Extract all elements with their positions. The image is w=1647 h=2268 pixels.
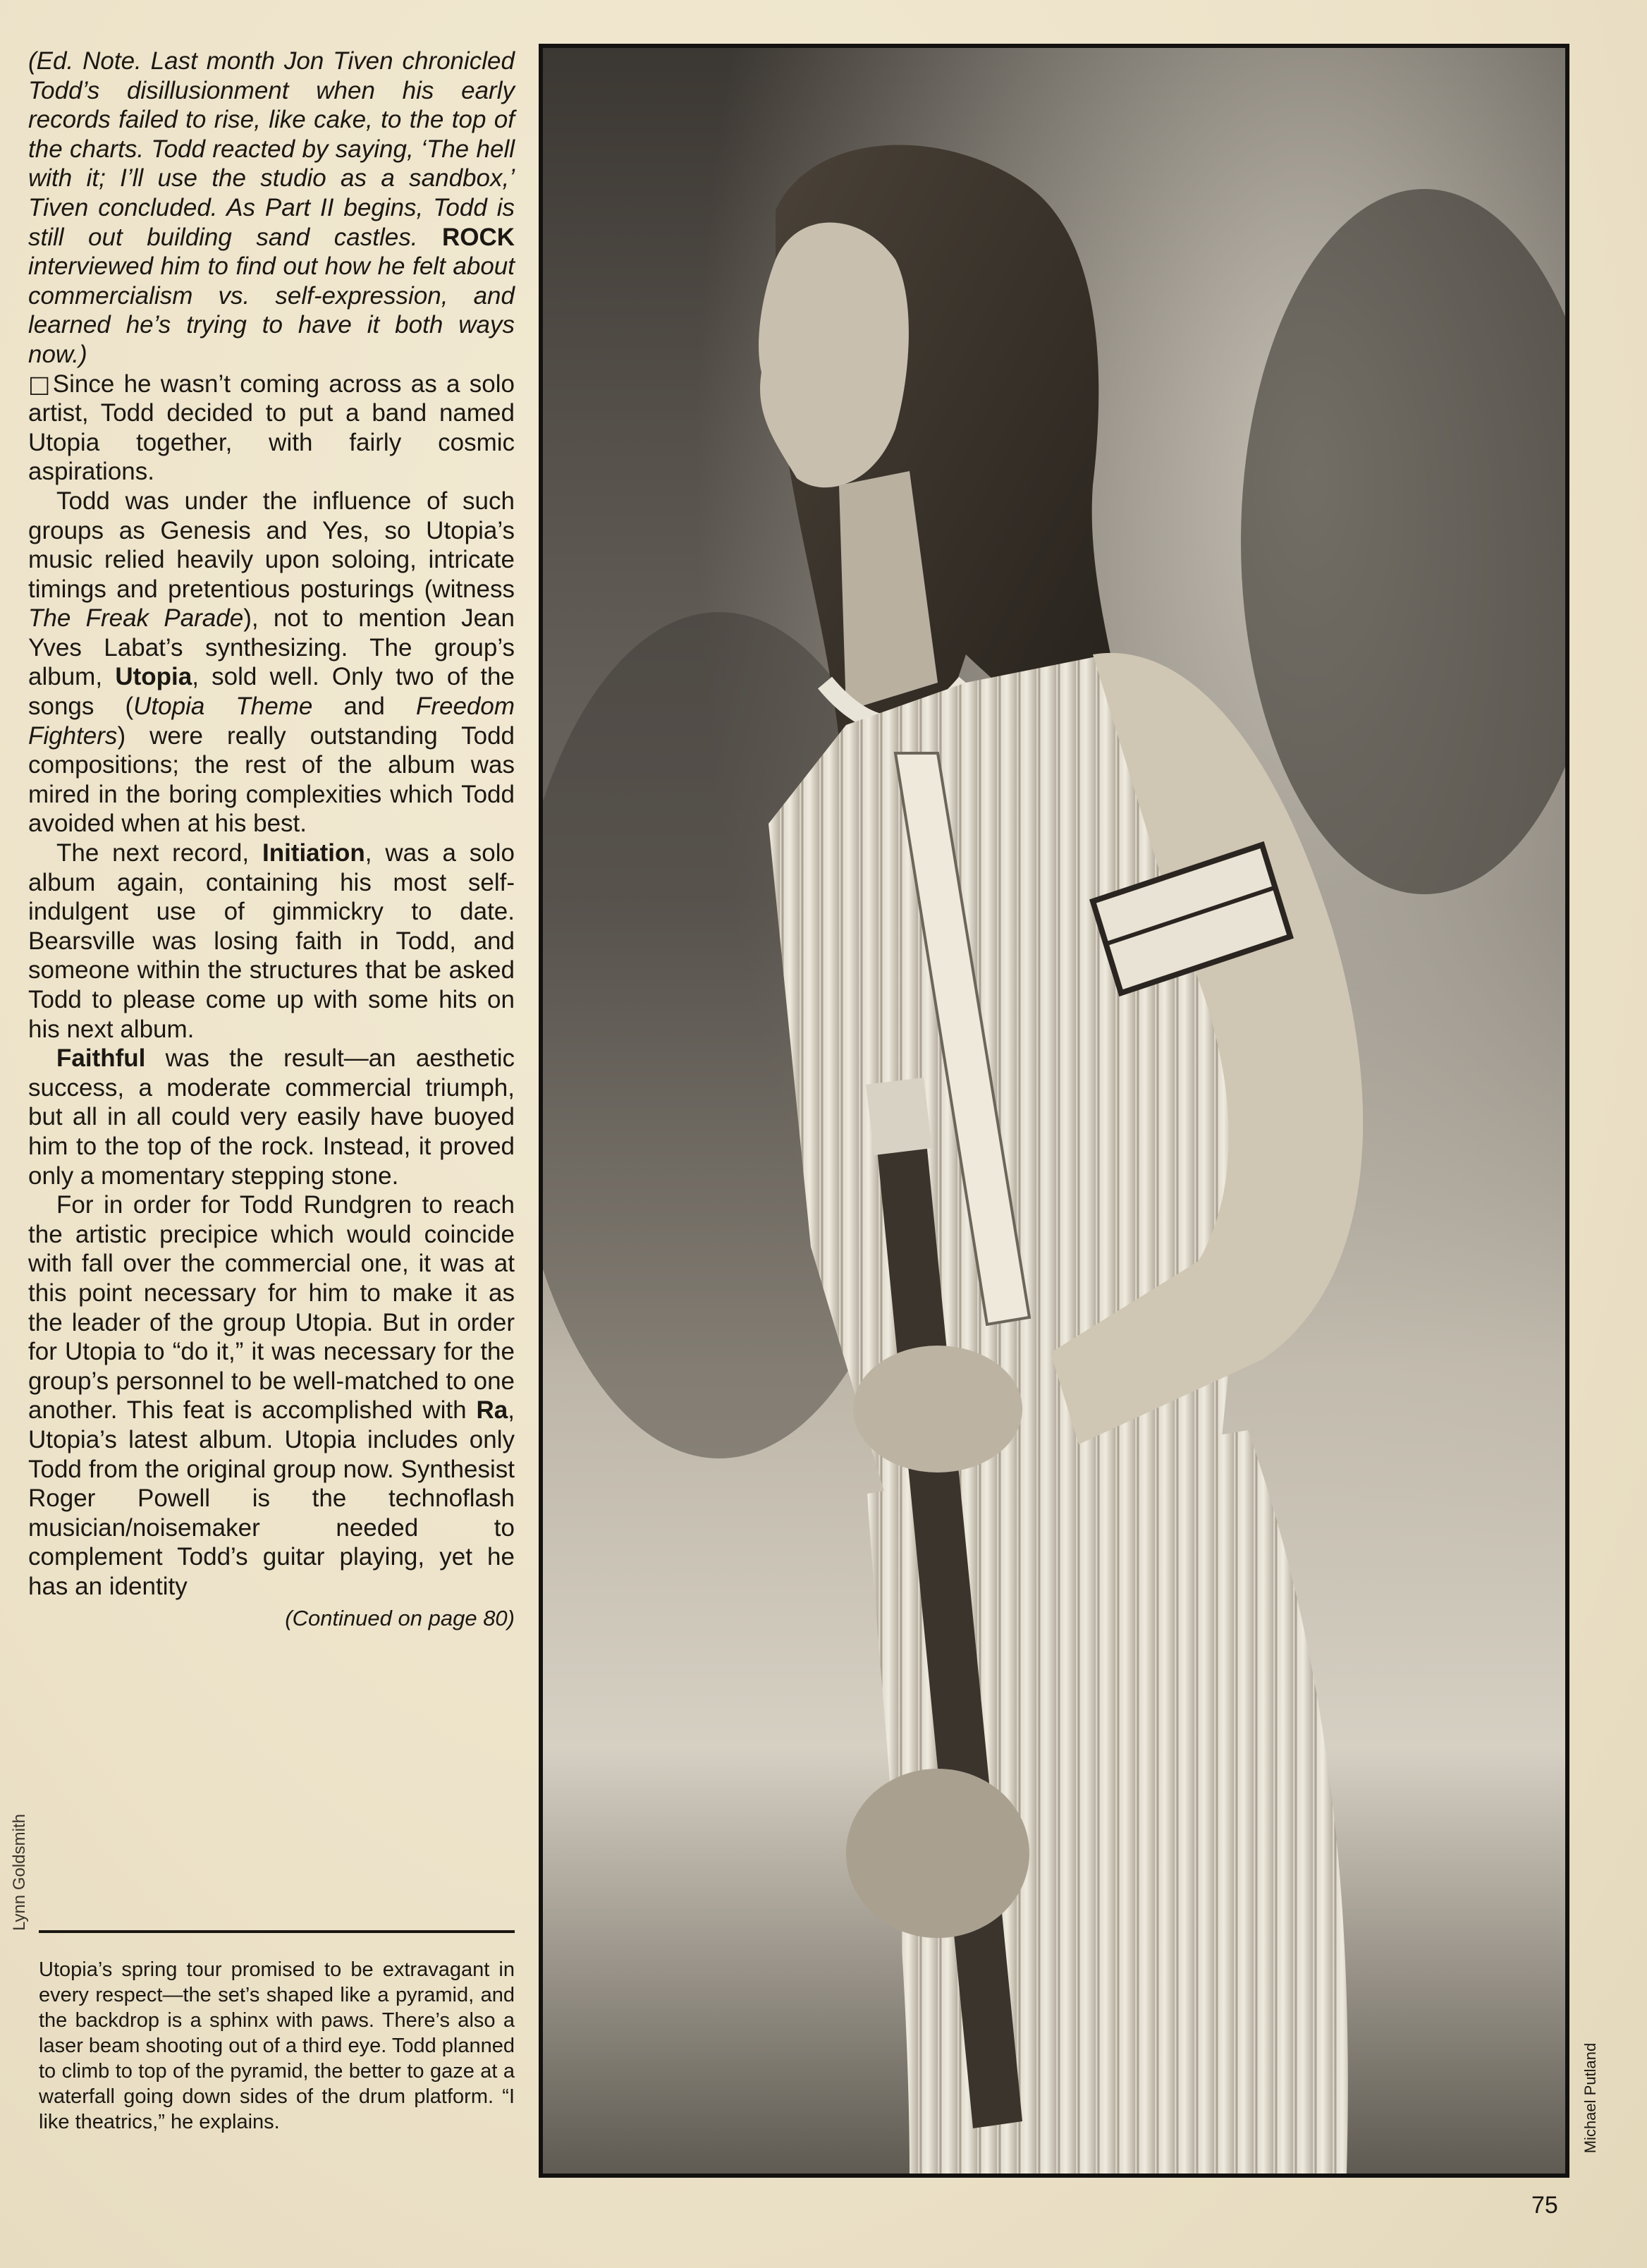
performer-illustration: [543, 48, 1565, 2174]
article-paragraph-2: [28, 487, 515, 839]
photo-credit-text: Michael Putland: [1581, 2042, 1599, 2154]
photo-caption: Utopia’s spring tour promised to be extravagant in every respect—the set’s shaped like a pyramid, and the backdrop is a sphinx with paws. There’s also a laser beam shooting out of a third eye. Todd planned to climb to top of the pyramid, the better to gaze at a waterfall going down sides of the drum platform. “I like theatrics,” he explains.: [39, 1958, 515, 2133]
album-title-faithful: Faithful: [56, 1044, 146, 1073]
paragraph-2-text-e: ) were really outstanding Todd compositions; the rest of the album was mired in the boring complexities which Todd avoided when at his best.: [28, 721, 515, 838]
left-photo-credit: [6, 1791, 34, 1953]
paragraph-5-text-a: For in order for Todd Rundgren to reach the artistic precipice which would coincide with fall over the commercial one, it was at this point necessary for him to make it as the leader of the group Utopia. But in order for Utopia to “do it,” it was necessary for the group’s personnel to be well-matched to one another. This feat is accomplished with: [28, 1191, 515, 1425]
album-title-utopia: Utopia: [115, 663, 192, 691]
paragraph-2-text-d: and: [312, 693, 416, 721]
paragraph-4-text: was the result—an aesthetic success, a moderate commercial triumph, but all in all could very easily have buoyed him to the top of the rock. Instead, it proved only a momentary stepping stone.: [28, 1044, 515, 1190]
article-paragraph-4: [28, 1044, 515, 1190]
article-column: [28, 47, 515, 1633]
editor-note-text-1: (Ed. Note. Last month Jon Tiven chronicled Todd’s disillusionment when his early records failed to rise, like cake, to the top of the charts. Todd reacted by saying, ‘The hell with it; I’ll use the studio as a sandbox,’ Tiven concluded. As Part II begins, Todd is still out building sand castles.: [28, 47, 515, 251]
left-photo-credit-text: Lynn Goldsmith: [10, 1814, 29, 1931]
song-title-freedom-fighters: Freedom Fighters: [28, 693, 515, 750]
song-title-freak-parade: The Freak Parade: [28, 604, 244, 633]
section-box-icon: □: [28, 370, 53, 398]
concert-photo: [539, 44, 1569, 2178]
photo-credit: [1574, 2024, 1608, 2172]
paragraph-2-text-a: Todd was under the influence of such groups as Genesis and Yes, so Utopia’s music relied heavily upon soloing, intricate timings and pretentious posturings (witness: [28, 487, 515, 603]
magazine-name: ROCK: [441, 223, 515, 251]
editor-note-text-2: interviewed him to find out how he felt about commercialism vs. self-expression, and learned he’s trying to have it both ways now.): [28, 252, 515, 368]
paragraph-3-text-b: , was a solo album again, containing his most self-indulgent use of gimmickry to date. Bearsville was losing faith in Todd, and someone within the structures that be asked Todd to please come up with some hits on his next album.: [28, 839, 515, 1043]
article-paragraph-5: [28, 1190, 515, 1601]
article-paragraph-3: [28, 839, 515, 1044]
page-number: 75: [1531, 2192, 1558, 2219]
album-title-ra: Ra: [476, 1396, 508, 1425]
paragraph-1-text: Since he wasn’t coming across as a solo artist, Todd decided to put a band named Utopia together, with fairly cosmic aspirations.: [28, 370, 515, 486]
article-paragraph-1: [28, 370, 515, 487]
editor-note: [28, 47, 515, 370]
song-title-utopia-theme: Utopia Theme: [133, 693, 313, 721]
caption-divider: [39, 1930, 515, 1933]
paragraph-3-text-a: The next record,: [56, 839, 262, 867]
album-title-initiation: Initiation: [262, 839, 365, 867]
paragraph-2-text-c: , sold well. Only two of the songs (: [28, 663, 515, 721]
paragraph-5-text-b: , Utopia’s latest album. Utopia includes only Todd from the original group now. Synthesist Roger Powell is the technoflash musician/noisemaker needed to complement Todd’s guitar playing, yet he has an identity: [28, 1396, 515, 1600]
paragraph-2-text-b: ), not to mention Jean Yves Labat’s synthesizing. The group’s album,: [28, 604, 515, 691]
continued-note: (Continued on page 80): [285, 1606, 515, 1631]
